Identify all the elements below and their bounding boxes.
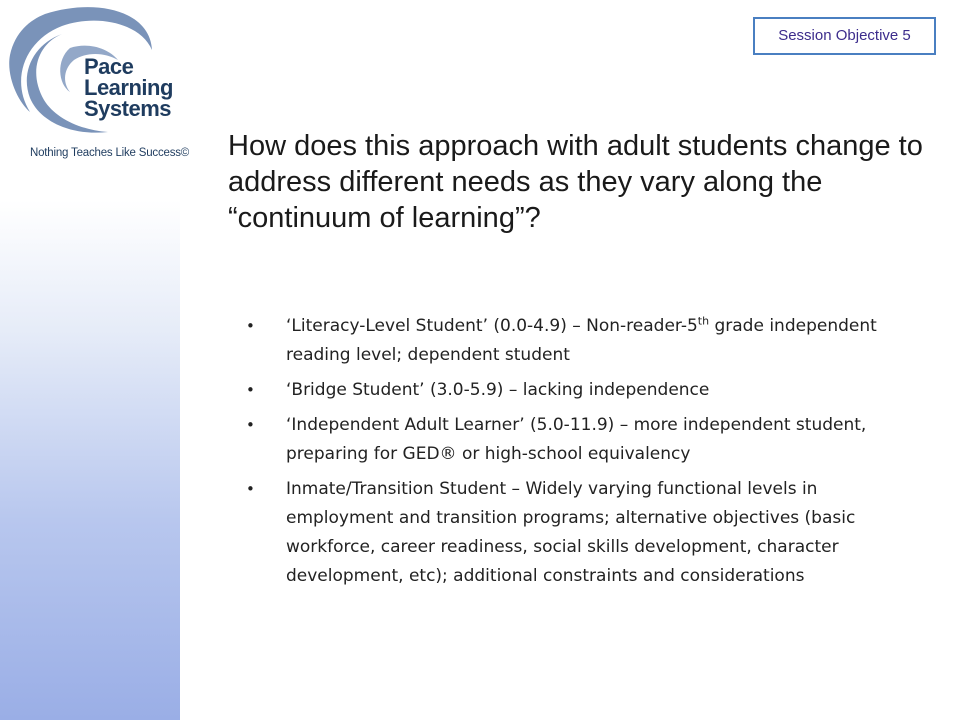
logo-tagline: Nothing Teaches Like Success© (30, 147, 190, 159)
bullet-text: ‘Bridge Student’ (3.0-5.9) – lacking independence (286, 380, 710, 400)
logo-name-line-1: Pace (84, 54, 134, 79)
bullet-text: Inmate/Transition Student – Widely varying functional levels in employment and transition programs; alternative objectives (basic workforce, career readiness, social skills development, character development, etc); additional constraints and considerations (286, 479, 856, 586)
bullet-text-part-1: ‘Literacy-Level Student’ (0.0-4.9) – Non-reader-5 (286, 316, 698, 336)
bullet-dot-icon: • (246, 480, 255, 498)
logo-name-line-3: Systems (84, 96, 172, 121)
logo-wordmark (84, 56, 173, 119)
bullet-dot-icon: • (246, 381, 255, 399)
logo-name-line-2: Learning (84, 75, 173, 100)
slide-title: How does this approach with adult students change to address different needs as they vary along the “continuum of learning”? (228, 130, 923, 234)
bullet-dot-icon: • (246, 416, 255, 434)
superscript-th: th (697, 314, 710, 328)
bullet-literacy-level-student (246, 312, 926, 370)
bullet-inmate-transition-student (246, 475, 926, 591)
bullet-list (246, 312, 926, 597)
bullet-text-part-2: grade independent reading level; dependent student (286, 316, 877, 365)
pace-learning-systems-logo (0, 0, 200, 175)
session-objective-badge: Session Objective 5 (753, 17, 936, 55)
bullet-text: ‘Independent Adult Learner’ (5.0-11.9) – more independent student, preparing for GED® or high-school equivalency (286, 415, 867, 464)
bullet-dot-icon: • (246, 317, 255, 335)
bullet-independent-adult-learner (246, 411, 926, 469)
bullet-bridge-student (246, 376, 926, 405)
